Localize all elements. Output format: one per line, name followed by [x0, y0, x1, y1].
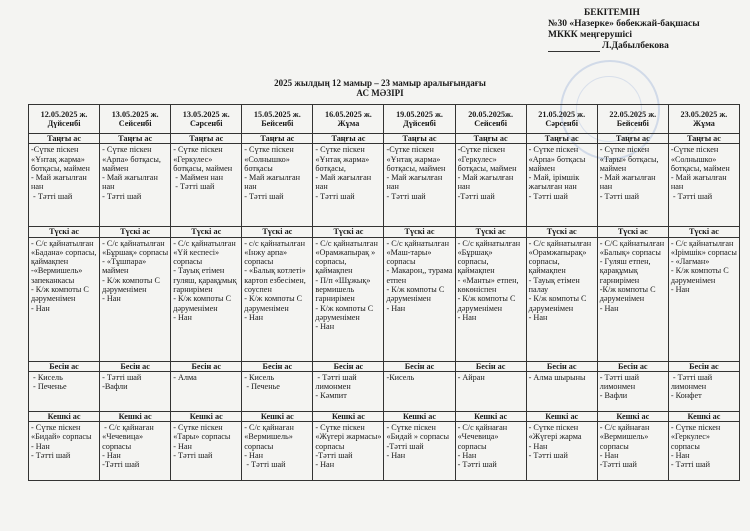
- meal-name: Кешкі ас: [384, 411, 455, 421]
- menu-item: - Май жағылған нан: [670, 173, 729, 192]
- day-date: 21.05.2025 ж.: [538, 109, 586, 119]
- menu-cell: [242, 144, 313, 227]
- menu-table: [28, 104, 740, 481]
- meal-name: Кешкі ас: [29, 411, 100, 421]
- menu-item: - Нан: [173, 312, 192, 322]
- menu-item: -Тәтті шай: [599, 460, 637, 470]
- menu-item: - Тауық етімен палау: [528, 275, 582, 295]
- meal-name: Кешкі ас: [668, 411, 739, 421]
- menu-item: -Тәтті шай: [315, 451, 353, 461]
- menu-item: -Сүтке піскен «Солнышко» ботқасы, маймен: [670, 145, 730, 173]
- menu-item: - К/ж компоты С дәруменімен: [173, 294, 234, 313]
- menu-item: - Тәтті шай: [173, 451, 213, 461]
- day-date: 13.05.2025 ж.: [182, 109, 230, 119]
- menu-cell: [597, 237, 668, 361]
- meal-name: Кешкі ас: [171, 411, 242, 421]
- menu-cell: [668, 371, 739, 411]
- meal-name: Бесін ас: [313, 361, 384, 371]
- menu-item: - Нан: [31, 441, 50, 451]
- meal-name: Таңғы ас: [171, 134, 242, 144]
- menu-cell: [313, 237, 384, 361]
- menu-cell: [242, 422, 313, 481]
- menu-cell: [29, 144, 100, 227]
- menu-item: - Тәтті шай: [670, 191, 713, 201]
- menu-item: - Тәтті шай: [599, 191, 639, 201]
- menu-item: - С/с қайнаған «Вермишель» сорпасы: [599, 423, 652, 451]
- approval-signature: [548, 41, 748, 52]
- menu-item: - Гуляш етпен, қарақұмық гарнирімен: [599, 257, 653, 285]
- approval-block: [548, 8, 748, 52]
- day-weekday: Бейсенбі: [616, 119, 649, 128]
- menu-cell: [597, 144, 668, 227]
- day-header: [242, 105, 313, 134]
- menu-cell: [384, 422, 455, 481]
- menu-item: -Вафли: [102, 382, 128, 392]
- menu-item: - Сүтке піскен «Геркулес» ботқасы, маймен: [173, 145, 233, 173]
- menu-item: - К/ж компоты С дәруменімен: [457, 294, 518, 313]
- day-date: 22.05.2025 ж.: [609, 109, 657, 119]
- approval-signer: Л.Дабылбекова: [602, 41, 669, 51]
- menu-item: - Тәтті шай: [173, 182, 215, 192]
- menu-item: - П/п «Шұжық» вермишель гарнирімен: [315, 275, 373, 304]
- menu-item: - Сүтке піскен «Жүгері жармасы» сорпасы: [315, 423, 384, 451]
- menu-body: [29, 134, 740, 481]
- menu-item: - С/с қайнаған «Чечевица» сорпасы: [457, 423, 510, 451]
- day-date: 19.05.2025 ж.: [396, 109, 443, 119]
- meal-name: Кешкі ас: [100, 411, 171, 421]
- menu-item: - Нан: [599, 451, 619, 461]
- menu-item: - «Лагман»: [670, 257, 710, 267]
- menu-item: - Тәтті шай: [102, 372, 142, 382]
- menu-cell: [455, 422, 526, 481]
- approval-line: МККК меңгерушісі: [548, 30, 632, 40]
- menu-item: - Тәтті шай: [31, 451, 71, 461]
- day-header: [313, 105, 384, 134]
- meal-name: Таңғы ас: [100, 134, 171, 144]
- meal-name: Кешкі ас: [313, 411, 384, 421]
- meal-name: Түскі ас: [384, 227, 455, 237]
- menu-item: - С/с қайнатылған «Орамжапырақ» сорпасы, қаймақпен: [528, 238, 594, 276]
- meal-name: Таңғы ас: [313, 134, 384, 144]
- menu-item: - Сүтке піскен «Солнышко» ботқасы: [244, 145, 296, 173]
- meal-name: Түскі ас: [455, 227, 526, 237]
- menu-cell: [526, 371, 597, 411]
- meal-name: Таңғы ас: [384, 134, 455, 144]
- menu-item: - Конфет: [670, 391, 702, 401]
- approval-title: БЕКІТЕМІН: [584, 8, 640, 18]
- menu-item: - Сүтке піскен «Жүгері жарма: [528, 423, 582, 442]
- menu-item: - Тәтті шай: [528, 451, 568, 461]
- day-header-row: [29, 105, 740, 134]
- menu-item: - Тәтті шай лимонмен: [670, 372, 715, 392]
- menu-cell: [29, 237, 100, 361]
- day-weekday: Сейсенбі: [118, 119, 152, 128]
- menu-cell: [526, 422, 597, 481]
- menu-item: - Май жағылған нан: [386, 173, 445, 192]
- menu-item: - Нан: [386, 303, 406, 313]
- meal-header-row: [29, 411, 740, 421]
- meal-name: Бесін ас: [597, 361, 668, 371]
- day-header: [455, 105, 526, 134]
- meal-name: Түскі ас: [171, 227, 242, 237]
- menu-item: - Нан: [528, 441, 548, 451]
- menu-item: - Нан: [244, 451, 263, 461]
- menu-item: - Тәтті шай: [244, 460, 286, 470]
- menu-cell: [384, 144, 455, 227]
- menu-cell: [597, 422, 668, 481]
- day-weekday: Жұма: [693, 119, 715, 128]
- day-weekday: Дүйсенбі: [47, 119, 81, 128]
- meal-name: Кешкі ас: [597, 411, 668, 421]
- menu-item: - К/ж компоты С дәруменімен: [528, 294, 589, 313]
- meal-name: Бесін ас: [668, 361, 739, 371]
- day-weekday: Жұма: [337, 119, 360, 128]
- menu-item: - Сүтке піскен «Тары» сорпасы: [173, 423, 231, 442]
- menu-item: - С/с қайнатылған «Үй кеспесі» сорпасы: [173, 238, 238, 267]
- menu-item: - С/С қайнатылған «Балық» сорпасы: [599, 238, 667, 257]
- signature-line: [548, 51, 600, 52]
- day-header: [597, 105, 668, 134]
- menu-item: - К/ж компоты С дәруменімен: [670, 266, 731, 285]
- meal-name: Таңғы ас: [526, 134, 597, 144]
- menu-cell: [171, 371, 242, 411]
- menu-item: -Тәтті шай: [457, 191, 495, 201]
- menu-cell: [242, 237, 313, 361]
- menu-item: - С/с қайнатылған «Маш-тары» сорпасы: [386, 238, 452, 267]
- meal-name: Кешкі ас: [455, 411, 526, 421]
- meal-name: Түскі ас: [668, 227, 739, 237]
- meal-header-row: [29, 361, 740, 371]
- menu-item: - Сүтке піскен «Геркулес» сорпасы: [670, 423, 723, 451]
- menu-cell: [455, 371, 526, 411]
- document-title: [230, 78, 530, 98]
- day-header: [100, 105, 171, 134]
- menu-item: - Тәтті шай: [244, 191, 284, 201]
- approval-line: №30 «Назерке» бөбекжай-бақшасы: [548, 19, 700, 29]
- menu-item: - С/с қайнатылған «Бұршақ» сорпасы: [102, 238, 169, 257]
- menu-cell: [384, 237, 455, 361]
- menu-item: -Тәтті шай: [386, 441, 424, 451]
- menu-cell: [384, 371, 455, 411]
- meal-content-row: [29, 237, 740, 361]
- menu-cell: [29, 422, 100, 481]
- menu-cell: [526, 237, 597, 361]
- menu-item: - Вафли: [599, 391, 628, 401]
- menu-item: - «Тұшпара» маймен: [102, 257, 149, 276]
- menu-item: - Нан: [315, 322, 335, 332]
- menu-item: - Нан: [244, 312, 263, 322]
- menu-item: - Сүтке піскен «Ұнтақ жарма» ботқасы,: [315, 145, 372, 173]
- menu-item: - Тәтті шай: [528, 191, 568, 201]
- meal-name: Таңғы ас: [597, 134, 668, 144]
- menu-cell: [100, 144, 171, 227]
- menu-cell: [668, 422, 739, 481]
- menu-item: - Нан: [457, 312, 477, 322]
- menu-item: - Тәтті шай: [102, 191, 142, 201]
- menu-item: - Нан: [528, 312, 548, 322]
- menu-item: - Нан: [599, 303, 619, 313]
- menu-item: - К/ж компоты С дәруменімен: [315, 303, 376, 322]
- menu-item: - Тәтті шай лимонмен: [599, 372, 642, 392]
- meal-content-row: [29, 422, 740, 481]
- menu-cell: [668, 144, 739, 227]
- day-header: [384, 105, 455, 134]
- document-title-line1: 2025 жылдың 12 мамыр – 23 мамыр аралығындағы: [274, 78, 486, 88]
- menu-cell: [597, 371, 668, 411]
- menu-item: - К/ж компоты С дәруменімен: [102, 275, 162, 295]
- meal-name: Кешкі ас: [526, 411, 597, 421]
- menu-item: -Кисель: [386, 372, 415, 382]
- menu-item: - Нан: [102, 451, 121, 461]
- meal-name: Түскі ас: [526, 227, 597, 237]
- menu-item: - Тәтті шай: [670, 460, 711, 470]
- menu-item: -К/ж компоты С дәруменімен: [599, 285, 658, 304]
- day-weekday: Дүйсенбі: [403, 119, 436, 128]
- menu-cell: [100, 371, 171, 411]
- menu-item: - Печенье: [244, 382, 280, 392]
- meal-name: Түскі ас: [100, 227, 171, 237]
- meal-name: Бесін ас: [100, 361, 171, 371]
- menu-item: - С/с қайнаған «Чечевица» сорпасы: [102, 423, 156, 451]
- menu-item: - С/с қайнаған «Вермишель» сорпасы: [244, 423, 296, 451]
- menu-cell: [313, 371, 384, 411]
- menu-cell: [455, 237, 526, 361]
- menu-item: - Печенье: [31, 382, 67, 392]
- menu-item: - «Манты» етпен, көкөніспен: [457, 275, 521, 295]
- menu-item: - Нан: [386, 451, 406, 461]
- menu-item: - Айран: [457, 372, 485, 382]
- meal-name: Таңғы ас: [455, 134, 526, 144]
- menu-item: -«Вермишель» запеканкасы: [31, 266, 85, 285]
- menu-cell: [171, 237, 242, 361]
- menu-item: - Нан: [457, 451, 477, 461]
- meal-name: Бесін ас: [455, 361, 526, 371]
- day-header: [526, 105, 597, 134]
- meal-name: Таңғы ас: [29, 134, 100, 144]
- meal-name: Түскі ас: [242, 227, 313, 237]
- day-weekday: Сәрсенбі: [545, 119, 578, 128]
- day-header: [29, 105, 100, 134]
- menu-cell: [171, 422, 242, 481]
- menu-item: - Нан: [315, 460, 335, 470]
- meal-name: Бесін ас: [384, 361, 455, 371]
- menu-item: - Маймен нан: [173, 173, 223, 183]
- meal-content-row: [29, 144, 740, 227]
- menu-item: - Май жағылған нан: [315, 173, 374, 192]
- meal-name: Кешкі ас: [242, 411, 313, 421]
- menu-item: - Алма шырыны: [528, 372, 586, 382]
- menu-item: -Сүтке піскен «Ұнтақ жарма» ботқасы, маймен: [31, 145, 90, 173]
- meal-name: Бесін ас: [242, 361, 313, 371]
- menu-item: - Кисель: [244, 372, 275, 382]
- meal-name: Таңғы ас: [242, 134, 313, 144]
- meal-name: Таңғы ас: [668, 134, 739, 144]
- menu-cell: [100, 422, 171, 481]
- meal-name: Бесін ас: [526, 361, 597, 371]
- menu-item: - К/ж компоты С дәруменімен: [386, 285, 447, 304]
- menu-item: - Нан: [670, 285, 690, 295]
- day-date: 20.05.2025ж.: [468, 109, 514, 119]
- menu-item: - С/с қайнатылған «Ірімшік» сорпасы: [670, 238, 737, 257]
- menu-item: - К/ж компоты С дәруменімен: [31, 285, 91, 304]
- menu-item: - Нан: [31, 303, 50, 313]
- day-date: 13.05.2025 ж.: [111, 109, 159, 119]
- meal-name: Түскі ас: [597, 227, 668, 237]
- menu-cell: [455, 144, 526, 227]
- menu-item: - К/ж компоты С дәруменімен: [244, 294, 305, 313]
- menu-cell: [171, 144, 242, 227]
- menu-item: - Нан: [173, 441, 192, 451]
- menu-item: - С/с қайнатылған «Орамжапырақ » сорпасы, қаймақпен: [315, 238, 380, 276]
- menu-item: - С/с қайнатылған «Бадана» сорпасы, қаймақпен: [31, 238, 99, 267]
- meal-name: Бесін ас: [171, 361, 242, 371]
- day-header: [171, 105, 242, 134]
- meal-header-row: [29, 134, 740, 144]
- menu-cell: [29, 371, 100, 411]
- menu-cell: [313, 422, 384, 481]
- day-date: 15.05.2025 ж.: [253, 109, 301, 119]
- menu-item: - Макарон,, турама етпен: [386, 266, 455, 285]
- menu-item: - Нан: [670, 451, 690, 461]
- menu-cell: [526, 144, 597, 227]
- menu-item: - Кисель: [31, 372, 63, 382]
- menu-item: -Сүтке піскен «Ұнтақ жарма» ботқасы, маймен: [386, 145, 446, 173]
- menu-item: - Сүтке піскен «Бидай » сорпасы: [386, 423, 449, 442]
- menu-item: - «Балық котлеті» картоп езбесімен, соуспен: [244, 266, 308, 295]
- menu-item: - Тәтті шай: [386, 191, 426, 201]
- meal-name: Түскі ас: [313, 227, 384, 237]
- menu-item: -Сүтке піскен «Геркулес» ботқасы, маймен: [457, 145, 517, 173]
- menu-item: - С/с қайнатылған «Бұршақ» сорпасы, қаймақпен: [457, 238, 523, 276]
- menu-item: - Май, ірімшік жағылған нан: [528, 173, 582, 192]
- menu-item: - Тауық етімен гуляш, қарақұмық гарнирімен: [173, 266, 239, 295]
- document-title-line2: АС МӘЗІРІ: [356, 88, 404, 98]
- menu-item: - Кәмпит: [315, 391, 347, 401]
- menu-item: - Сүтке піскен «Бидай» сорпасы: [31, 423, 92, 442]
- menu-item: - Тәтті шай: [457, 460, 497, 470]
- menu-item: - Май жағылған нан: [102, 173, 160, 192]
- menu-cell: [668, 237, 739, 361]
- menu-item: - Май жағылған нан: [599, 173, 658, 192]
- day-header: [668, 105, 739, 134]
- day-date: 16.05.2025 ж.: [324, 109, 372, 119]
- menu-item: -Тәтті шай: [102, 460, 140, 470]
- meal-header-row: [29, 227, 740, 237]
- meal-name: Түскі ас: [29, 227, 100, 237]
- menu-cell: [313, 144, 384, 227]
- menu-item: - Алма: [173, 372, 197, 382]
- menu-item: - Май жағылған нан: [457, 173, 516, 192]
- menu-item: - Сүтке піскен «Арпа» ботқасы маймен: [528, 145, 588, 173]
- menu-item: - Сүтке піскен «Арпа» ботқасы, маймен: [102, 145, 163, 173]
- menu-item: - Май жағылған нан: [244, 173, 303, 192]
- menu-item: - Сүтке піскен «Тары» ботқасы, маймен: [599, 145, 661, 173]
- day-weekday: Сейсенбі: [474, 119, 508, 128]
- menu-item: - Тәтті шай: [315, 191, 355, 201]
- menu-item: - Тәтті шай лимонмен: [315, 372, 359, 392]
- menu-item: - Нан: [102, 294, 121, 304]
- menu-item: - с/с қайнатылған «Інжу арпа» сорпасы: [244, 238, 308, 267]
- day-date: 12.05.2025 ж.: [40, 109, 88, 119]
- day-weekday: Бейсенбі: [261, 119, 294, 128]
- menu-item: - Тәтті шай: [31, 191, 73, 201]
- day-weekday: Сәрсенбі: [189, 119, 223, 128]
- menu-cell: [100, 237, 171, 361]
- menu-item: - Май жағылған нан: [31, 173, 89, 192]
- meal-content-row: [29, 371, 740, 411]
- day-date: 23.05.2025 ж.: [680, 109, 728, 119]
- meal-name: Бесін ас: [29, 361, 100, 371]
- menu-cell: [242, 371, 313, 411]
